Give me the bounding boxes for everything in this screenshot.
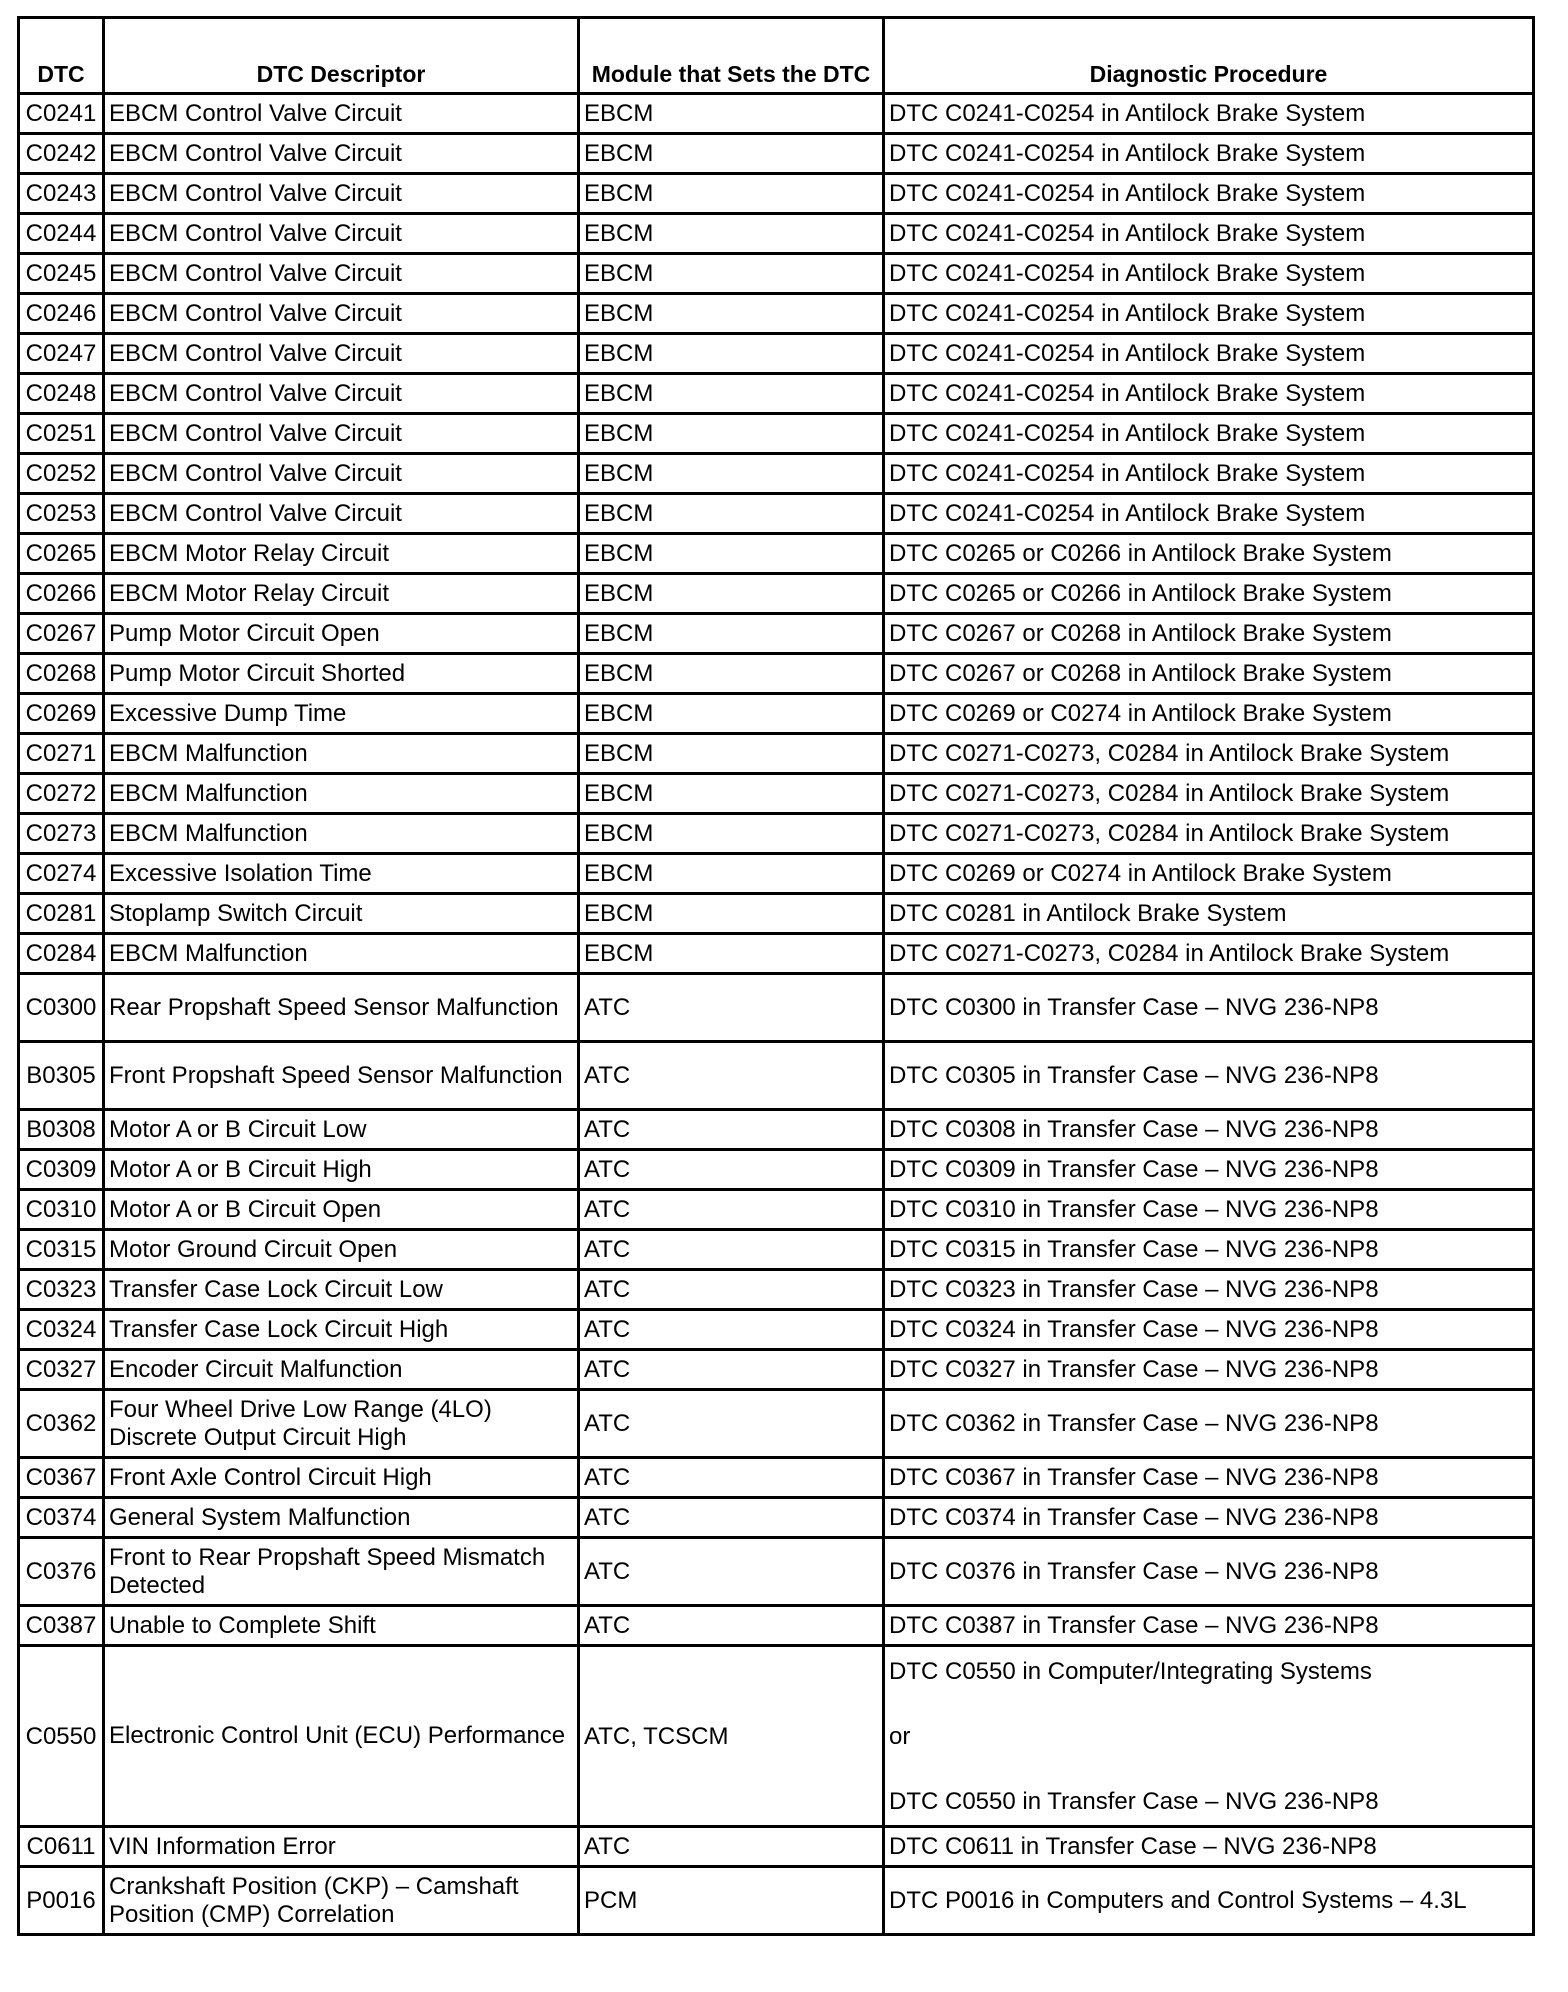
dtc-descriptor: EBCM Control Valve Circuit [104,214,579,254]
dtc-descriptor: EBCM Control Valve Circuit [104,134,579,174]
setting-module: EBCM [579,654,884,694]
procedure-line: DTC C0550 in Computer/Integrating Systems [889,1657,1372,1685]
dtc-code: C0387 [19,1606,104,1646]
dtc-code: C0241 [19,94,104,134]
diagnostic-procedure: DTC C0611 in Transfer Case – NVG 236-NP8 [884,1827,1534,1867]
table-row [19,1827,1534,1867]
dtc-descriptor: Transfer Case Lock Circuit Low [104,1270,579,1310]
diagnostic-procedure: DTC C0315 in Transfer Case – NVG 236-NP8 [884,1230,1534,1270]
dtc-descriptor: EBCM Control Valve Circuit [104,374,579,414]
dtc-descriptor: Unable to Complete Shift [104,1606,579,1646]
table-row [19,1150,1534,1190]
dtc-descriptor: EBCM Malfunction [104,734,579,774]
table-row [19,94,1534,134]
dtc-code: C0324 [19,1310,104,1350]
diagnostic-procedure: DTC C0269 or C0274 in Antilock Brake System [884,694,1534,734]
diagnostic-procedure: DTC C0267 or C0268 in Antilock Brake System [884,654,1534,694]
dtc-code: C0242 [19,134,104,174]
dtc-descriptor: Pump Motor Circuit Shorted [104,654,579,694]
dtc-descriptor: Crankshaft Position (CKP) – Camshaft Position (CMP) Correlation [104,1867,579,1935]
table-row [19,974,1534,1042]
dtc-descriptor: EBCM Motor Relay Circuit [104,574,579,614]
table-row [19,1867,1534,1935]
setting-module: EBCM [579,814,884,854]
dtc-descriptor: Electronic Control Unit (ECU) Performance [104,1646,579,1827]
diagnostic-procedure: DTC C0265 or C0266 in Antilock Brake System [884,574,1534,614]
dtc-code: C0246 [19,294,104,334]
diagnostic-procedure: DTC C0241-C0254 in Antilock Brake System [884,94,1534,134]
table-row [19,654,1534,694]
dtc-code: C0273 [19,814,104,854]
dtc-descriptor: EBCM Malfunction [104,814,579,854]
table-row [19,374,1534,414]
dtc-code: C0376 [19,1538,104,1606]
diagnostic-procedure: DTC C0241-C0254 in Antilock Brake System [884,174,1534,214]
header-row [19,18,1534,94]
table-row [19,614,1534,654]
table-row [19,734,1534,774]
setting-module: ATC [579,1538,884,1606]
setting-module: EBCM [579,614,884,654]
table-row [19,334,1534,374]
dtc-code: C0550 [19,1646,104,1827]
dtc-descriptor: EBCM Motor Relay Circuit [104,534,579,574]
dtc-code: C0274 [19,854,104,894]
diagnostic-procedure: DTC C0387 in Transfer Case – NVG 236-NP8 [884,1606,1534,1646]
dtc-descriptor: VIN Information Error [104,1827,579,1867]
dtc-code: C0265 [19,534,104,574]
dtc-descriptor: Front Axle Control Circuit High [104,1458,579,1498]
table-row [19,454,1534,494]
diagnostic-procedure: DTC C0271-C0273, C0284 in Antilock Brake System [884,774,1534,814]
table-row [19,774,1534,814]
dtc-code: C0269 [19,694,104,734]
dtc-descriptor: EBCM Malfunction [104,774,579,814]
diagnostic-procedure: DTC C0241-C0254 in Antilock Brake System [884,374,1534,414]
diagnostic-procedure: DTC C0241-C0254 in Antilock Brake System [884,334,1534,374]
diagnostic-procedure: DTC C0308 in Transfer Case – NVG 236-NP8 [884,1110,1534,1150]
dtc-descriptor: EBCM Control Valve Circuit [104,414,579,454]
dtc-code: C0309 [19,1150,104,1190]
dtc-code: B0305 [19,1042,104,1110]
table-row [19,1350,1534,1390]
dtc-code: C0266 [19,574,104,614]
dtc-descriptor: Motor A or B Circuit High [104,1150,579,1190]
dtc-code: C0247 [19,334,104,374]
table-row [19,1110,1534,1150]
dtc-descriptor: Excessive Dump Time [104,694,579,734]
setting-module: ATC [579,1042,884,1110]
dtc-code: C0244 [19,214,104,254]
diagnostic-procedure: DTC C0241-C0254 in Antilock Brake System [884,414,1534,454]
setting-module: EBCM [579,934,884,974]
dtc-descriptor: EBCM Control Valve Circuit [104,294,579,334]
diagnostic-procedure: DTC C0374 in Transfer Case – NVG 236-NP8 [884,1498,1534,1538]
dtc-descriptor: Motor A or B Circuit Low [104,1110,579,1150]
setting-module: EBCM [579,894,884,934]
setting-module: EBCM [579,494,884,534]
dtc-code: C0367 [19,1458,104,1498]
diagnostic-procedure: DTC C0271-C0273, C0284 in Antilock Brake System [884,734,1534,774]
table-row [19,174,1534,214]
setting-module: ATC [579,974,884,1042]
table-row [19,894,1534,934]
table-row [19,814,1534,854]
dtc-code: P0016 [19,1867,104,1935]
dtc-code: C0362 [19,1390,104,1458]
table-row [19,694,1534,734]
dtc-code: C0284 [19,934,104,974]
dtc-descriptor: EBCM Malfunction [104,934,579,974]
table-row [19,1310,1534,1350]
table-row [19,534,1534,574]
dtc-descriptor: Pump Motor Circuit Open [104,614,579,654]
table-row [19,214,1534,254]
dtc-code: C0268 [19,654,104,694]
setting-module: PCM [579,1867,884,1935]
header-dtc: DTC [19,18,104,94]
dtc-descriptor: Encoder Circuit Malfunction [104,1350,579,1390]
dtc-code: C0245 [19,254,104,294]
table-row [19,1042,1534,1110]
diagnostic-procedure: DTC C0309 in Transfer Case – NVG 236-NP8 [884,1150,1534,1190]
dtc-descriptor: Stoplamp Switch Circuit [104,894,579,934]
dtc-code: C0281 [19,894,104,934]
diagnostic-procedure: DTC C0271-C0273, C0284 in Antilock Brake System [884,814,1534,854]
setting-module: EBCM [579,134,884,174]
table-row [19,934,1534,974]
table-row [19,1230,1534,1270]
setting-module: EBCM [579,374,884,414]
dtc-code: C0323 [19,1270,104,1310]
diagnostic-procedure: DTC C0327 in Transfer Case – NVG 236-NP8 [884,1350,1534,1390]
dtc-code: C0243 [19,174,104,214]
dtc-descriptor: General System Malfunction [104,1498,579,1538]
dtc-descriptor: EBCM Control Valve Circuit [104,334,579,374]
dtc-code: C0251 [19,414,104,454]
diagnostic-procedure: DTC C0310 in Transfer Case – NVG 236-NP8 [884,1190,1534,1230]
line-gap [889,1685,1528,1723]
table-row [19,494,1534,534]
setting-module: ATC [579,1458,884,1498]
dtc-code: B0308 [19,1110,104,1150]
diagnostic-procedure: DTC C0324 in Transfer Case – NVG 236-NP8 [884,1310,1534,1350]
setting-module: EBCM [579,454,884,494]
setting-module: EBCM [579,574,884,614]
table-header [19,18,1534,94]
diagnostic-procedure: DTC C0267 or C0268 in Antilock Brake System [884,614,1534,654]
table-row [19,1538,1534,1606]
setting-module: EBCM [579,774,884,814]
table-row [19,1606,1534,1646]
dtc-code: C0374 [19,1498,104,1538]
diagnostic-procedure: DTC C0269 or C0274 in Antilock Brake System [884,854,1534,894]
dtc-descriptor: Excessive Isolation Time [104,854,579,894]
dtc-code: C0252 [19,454,104,494]
table-row [19,1646,1534,1827]
setting-module: EBCM [579,694,884,734]
table-row [19,134,1534,174]
dtc-descriptor: Transfer Case Lock Circuit High [104,1310,579,1350]
diagnostic-procedure: DTC C0241-C0254 in Antilock Brake System [884,494,1534,534]
setting-module: EBCM [579,94,884,134]
dtc-code: C0310 [19,1190,104,1230]
table-row [19,574,1534,614]
dtc-descriptor: EBCM Control Valve Circuit [104,174,579,214]
setting-module: ATC [579,1310,884,1350]
setting-module: EBCM [579,294,884,334]
dtc-descriptor: EBCM Control Valve Circuit [104,94,579,134]
setting-module: ATC [579,1390,884,1458]
header-module: Module that Sets the DTC [579,18,884,94]
dtc-descriptor: EBCM Control Valve Circuit [104,494,579,534]
dtc-descriptor: Rear Propshaft Speed Sensor Malfunction [104,974,579,1042]
table-row [19,1270,1534,1310]
procedure-line: DTC C0550 in Transfer Case – NVG 236-NP8 [889,1787,1379,1815]
diagnostic-procedure: DTC C0271-C0273, C0284 in Antilock Brake System [884,934,1534,974]
diagnostic-procedure: DTC C0241-C0254 in Antilock Brake System [884,454,1534,494]
setting-module: ATC [579,1350,884,1390]
setting-module: EBCM [579,254,884,294]
setting-module: ATC [579,1606,884,1646]
diagnostic-procedure: DTC C0241-C0254 in Antilock Brake System [884,214,1534,254]
setting-module: EBCM [579,734,884,774]
dtc-code: C0253 [19,494,104,534]
table-row [19,1190,1534,1230]
dtc-code: C0248 [19,374,104,414]
setting-module: ATC [579,1270,884,1310]
table-row [19,254,1534,294]
table-row [19,1390,1534,1458]
table-row [19,294,1534,334]
diagnostic-procedure: DTC C0376 in Transfer Case – NVG 236-NP8 [884,1538,1534,1606]
setting-module: EBCM [579,414,884,454]
table-row [19,414,1534,454]
setting-module: ATC [579,1190,884,1230]
dtc-code: C0300 [19,974,104,1042]
setting-module: EBCM [579,334,884,374]
table-row [19,854,1534,894]
setting-module: ATC [579,1827,884,1867]
header-descriptor: DTC Descriptor [104,18,579,94]
dtc-descriptor: Four Wheel Drive Low Range (4LO) Discrete Output Circuit High [104,1390,579,1458]
setting-module: EBCM [579,854,884,894]
dtc-descriptor: EBCM Control Valve Circuit [104,254,579,294]
diagnostic-procedure: DTC C0323 in Transfer Case – NVG 236-NP8 [884,1270,1534,1310]
dtc-descriptor: Front Propshaft Speed Sensor Malfunction [104,1042,579,1110]
header-procedure: Diagnostic Procedure [884,18,1534,94]
setting-module: ATC, TCSCM [579,1646,884,1827]
setting-module: ATC [579,1150,884,1190]
dtc-descriptor: Front to Rear Propshaft Speed Mismatch Detected [104,1538,579,1606]
dtc-code: C0327 [19,1350,104,1390]
dtc-code: C0272 [19,774,104,814]
dtc-descriptor: EBCM Control Valve Circuit [104,454,579,494]
setting-module: EBCM [579,174,884,214]
dtc-code: C0315 [19,1230,104,1270]
diagnostic-procedure: DTC C0362 in Transfer Case – NVG 236-NP8 [884,1390,1534,1458]
diagnostic-procedure: DTC C0367 in Transfer Case – NVG 236-NP8 [884,1458,1534,1498]
setting-module: EBCM [579,534,884,574]
procedure-line: or [889,1722,911,1750]
diagnostic-procedure [884,1646,1534,1827]
table-body [19,94,1534,1935]
table-row [19,1498,1534,1538]
diagnostic-procedure: DTC C0300 in Transfer Case – NVG 236-NP8 [884,974,1534,1042]
dtc-code: C0271 [19,734,104,774]
diagnostic-procedure: DTC C0241-C0254 in Antilock Brake System [884,254,1534,294]
dtc-code: C0267 [19,614,104,654]
diagnostic-procedure: DTC P0016 in Computers and Control Systems – 4.3L [884,1867,1534,1935]
dtc-table [17,16,1535,1936]
diagnostic-procedure: DTC C0265 or C0266 in Antilock Brake System [884,534,1534,574]
setting-module: EBCM [579,214,884,254]
diagnostic-procedure: DTC C0241-C0254 in Antilock Brake System [884,134,1534,174]
dtc-descriptor: Motor A or B Circuit Open [104,1190,579,1230]
table-row [19,1458,1534,1498]
setting-module: ATC [579,1110,884,1150]
diagnostic-procedure: DTC C0281 in Antilock Brake System [884,894,1534,934]
line-gap [889,1750,1528,1788]
diagnostic-procedure: DTC C0305 in Transfer Case – NVG 236-NP8 [884,1042,1534,1110]
dtc-code: C0611 [19,1827,104,1867]
setting-module: ATC [579,1230,884,1270]
dtc-descriptor: Motor Ground Circuit Open [104,1230,579,1270]
setting-module: ATC [579,1498,884,1538]
diagnostic-procedure: DTC C0241-C0254 in Antilock Brake System [884,294,1534,334]
